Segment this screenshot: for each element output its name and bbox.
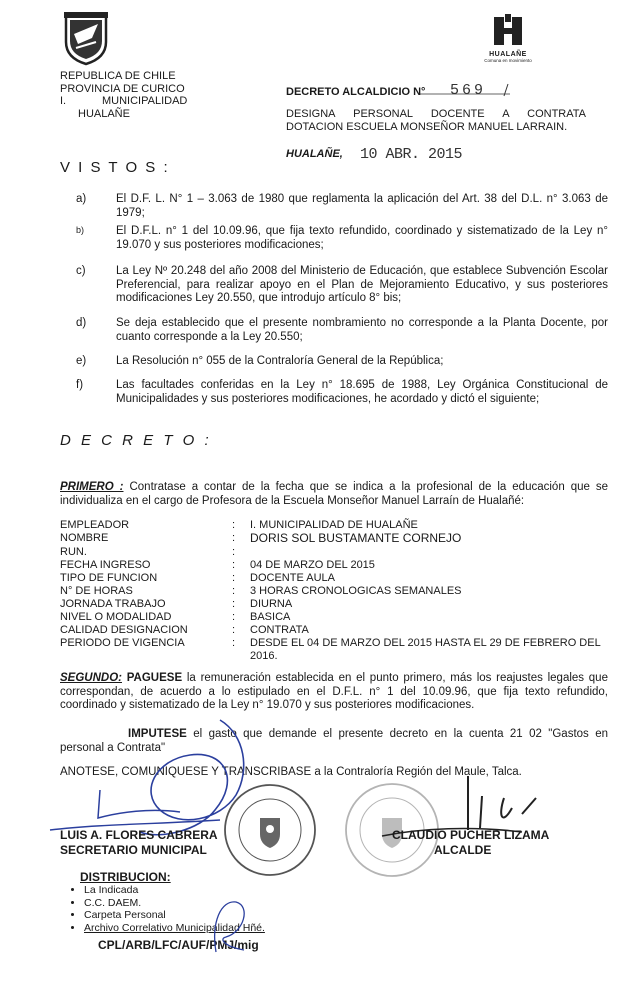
vistos-title: V I S T O S : [60, 159, 170, 176]
visto-text-a: El D.F. L. N° 1 – 3.063 de 1980 que reglamenta la aplicación del Art. 38 del D.L. n° 3.063 de 1979; [116, 193, 608, 219]
decree-date-stamp: 10 ABR. 2015 [360, 146, 463, 163]
province-line: PROVINCIA DE CURICO [60, 82, 185, 95]
decree-number-stamp [420, 82, 512, 100]
commune-line: HUALAÑE [78, 107, 130, 120]
secretary-name: LUIS A. FLORES CABRERA [60, 828, 218, 842]
list-item: • Archivo Correlativo Municipalidad Hñé. [84, 922, 265, 935]
visto-letter-a: a) [76, 193, 87, 205]
mayor-name: CLAUDIO PUCHER LIZAMA [392, 828, 550, 842]
primero-label: PRIMERO : [60, 481, 124, 493]
visto-letter-d: d) [76, 317, 87, 329]
list-item: • Carpeta Personal [84, 909, 265, 922]
visto-text-b: El D.F.L. n° 1 del 10.09.96, que fija texto refundido, coordinado y sistematizado de la Ley n° 19.070 y sus posteriores modificaciones; [116, 225, 608, 251]
visto-text-e: La Resolución n° 055 de la Contraloría General de la República; [116, 355, 444, 367]
anotese-line: ANOTESE, COMUNIQUESE Y TRANSCRIBASE a la Contraloría Región del Maule, Talca. [60, 766, 522, 778]
hualane-logo-mark-icon [491, 14, 525, 48]
visto-letter-f: f) [76, 379, 84, 391]
distribucion-title: DISTRIBUCION: [80, 870, 171, 884]
mayor-title: ALCALDE [434, 843, 492, 857]
visto-letter-c: c) [76, 265, 86, 277]
decree-subject-line-1: DESIGNA PERSONAL DOCENTE A CONTRATA [286, 108, 586, 120]
imputese-text: el gasto que demande el presente decreto en la cuenta 21 02 "Gastos en personal a Contrata" [60, 728, 608, 754]
decreto-title: D E C R E T O : [60, 432, 212, 449]
hualane-logo-text: HUALAÑE [489, 51, 527, 58]
visto-letter-e: e) [76, 355, 87, 367]
segundo-bold: PAGUESE [126, 672, 183, 684]
distribucion-initials: CPL/ARB/LFC/AUF/PMJ/mig [98, 938, 259, 952]
visto-text-c: La Ley Nº 20.248 del año 2008 del Ministerio de Educación, que establece Subvención Escolar Preferencial, para realizar apoyo en el Plan de Mejoramiento Educativo, y sus posteriores modificaciones Ley 20.550, que introdujo artículo 8° bis; [116, 265, 608, 304]
imputese-bold: IMPUTESE [128, 728, 187, 740]
list-item: • C.C. DAEM. [84, 897, 265, 910]
decree-number: 569 [450, 82, 487, 99]
primero-text: Contratase a contar de la fecha que se indica a la profesional de la educación que se individualiza en el cargo de Profesora de la Escuela Monseñor Manuel Larraín de Hualañé: [60, 481, 608, 507]
country-line: REPUBLICA DE CHILE [60, 70, 176, 82]
decree-subject-line-2: DOTACION ESCUELA MONSEÑOR MANUEL LARRAIN. [286, 121, 568, 133]
municipality-prefix: I. [60, 95, 67, 107]
decree-place: HUALAÑE, [286, 148, 343, 160]
hualane-logo [478, 14, 538, 63]
municipal-crest-logo [62, 12, 110, 66]
segundo-text: la remuneración establecida en el punto primero, más los reajustes legales que correspondan, de acuerdo a lo estipulado en el D.F.L. n° 1 del 10.09.96, que fija texto refundido, coordinado y sistematizado de la Ley n° 19.070 y sus posteriores modificaciones. [60, 672, 608, 711]
hualane-logo-tagline: Comuna en movimiento [484, 58, 532, 63]
decree-label: DECRETO ALCALDICIO N° [286, 86, 426, 98]
segundo-label: SEGUNDO: [60, 672, 122, 684]
secretary-title: SECRETARIO MUNICIPAL [60, 843, 207, 857]
municipality-line: MUNICIPALIDAD [102, 95, 188, 107]
visto-letter-b: b) [76, 225, 85, 235]
visto-text-d: Se deja establecido que el presente nombramiento no corresponde a la Planta Docente, por cuanto corresponde a la Ley 20.550; [116, 317, 608, 343]
header-left-block [60, 70, 190, 120]
list-item: • La Indicada [84, 884, 265, 897]
initials-scribble-icon [196, 892, 266, 962]
visto-text-f: Las facultades conferidas en la Ley n° 18.695 de 1988, Ley Orgánica Constitucional de Municipalidades y sus posteriores modificaciones, he acordado y dictó el siguiente; [116, 379, 608, 405]
primero-paragraph [60, 481, 608, 508]
